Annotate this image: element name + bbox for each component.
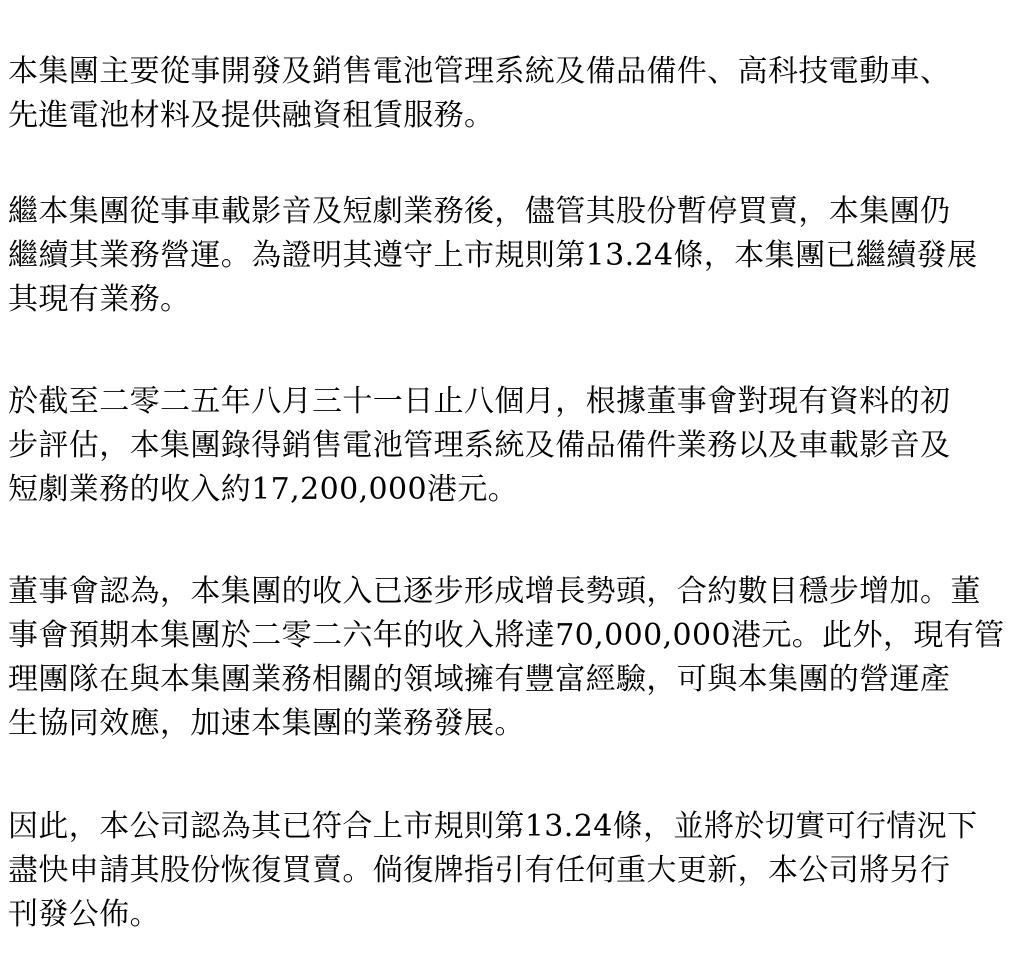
- text-line: 繼續其業務營運。為證明其遵守上市規則第13.24條，本集團已繼續發展: [8, 238, 978, 273]
- paragraph-resumption-conclusion: [8, 805, 1018, 937]
- text-line: 其現有業務。: [8, 282, 191, 317]
- paragraph-board-view: [8, 570, 1018, 746]
- text-line: 先進電池材料及提供融資租賃服務。: [8, 98, 495, 133]
- text-line: 生協同效應，加速本集團的業務發展。: [8, 706, 525, 741]
- text-line: 事會預期本集團於二零二六年的收入將達70,000,000港元。此外，現有管: [8, 618, 1005, 653]
- text-line: 繼本集團從事車載影音及短劇業務後，儘管其股份暫停買賣，本集團仍: [8, 194, 951, 229]
- text-line: 盡快申請其股份恢復買賣。倘復牌指引有任何重大更新，本公司將另行: [8, 853, 951, 888]
- text-line: 刊發公佈。: [8, 897, 160, 932]
- paragraph-revenue-assessment: [8, 380, 1018, 512]
- text-line: 短劇業務的收入約17,200,000港元。: [8, 472, 519, 507]
- text-line: 本集團主要從事開發及銷售電池管理系統及備品備件、高科技電動車、: [8, 54, 951, 89]
- text-line: 董事會認為，本集團的收入已逐步形成增長勢頭，合約數目穩步增加。董: [8, 574, 981, 609]
- text-line: 於截至二零二五年八月三十一日止八個月，根據董事會對現有資料的初: [8, 384, 951, 419]
- paragraph-continued-operations: [8, 190, 1018, 322]
- text-line: 理團隊在與本集團業務相關的領域擁有豐富經驗，可與本集團的營運產: [8, 662, 951, 697]
- text-line: 因此，本公司認為其已符合上市規則第13.24條，並將於切實可行情況下: [8, 809, 978, 844]
- paragraph-business-overview: [8, 50, 1018, 138]
- text-line: 步評估，本集團錄得銷售電池管理系統及備品備件業務以及車載影音及: [8, 428, 951, 463]
